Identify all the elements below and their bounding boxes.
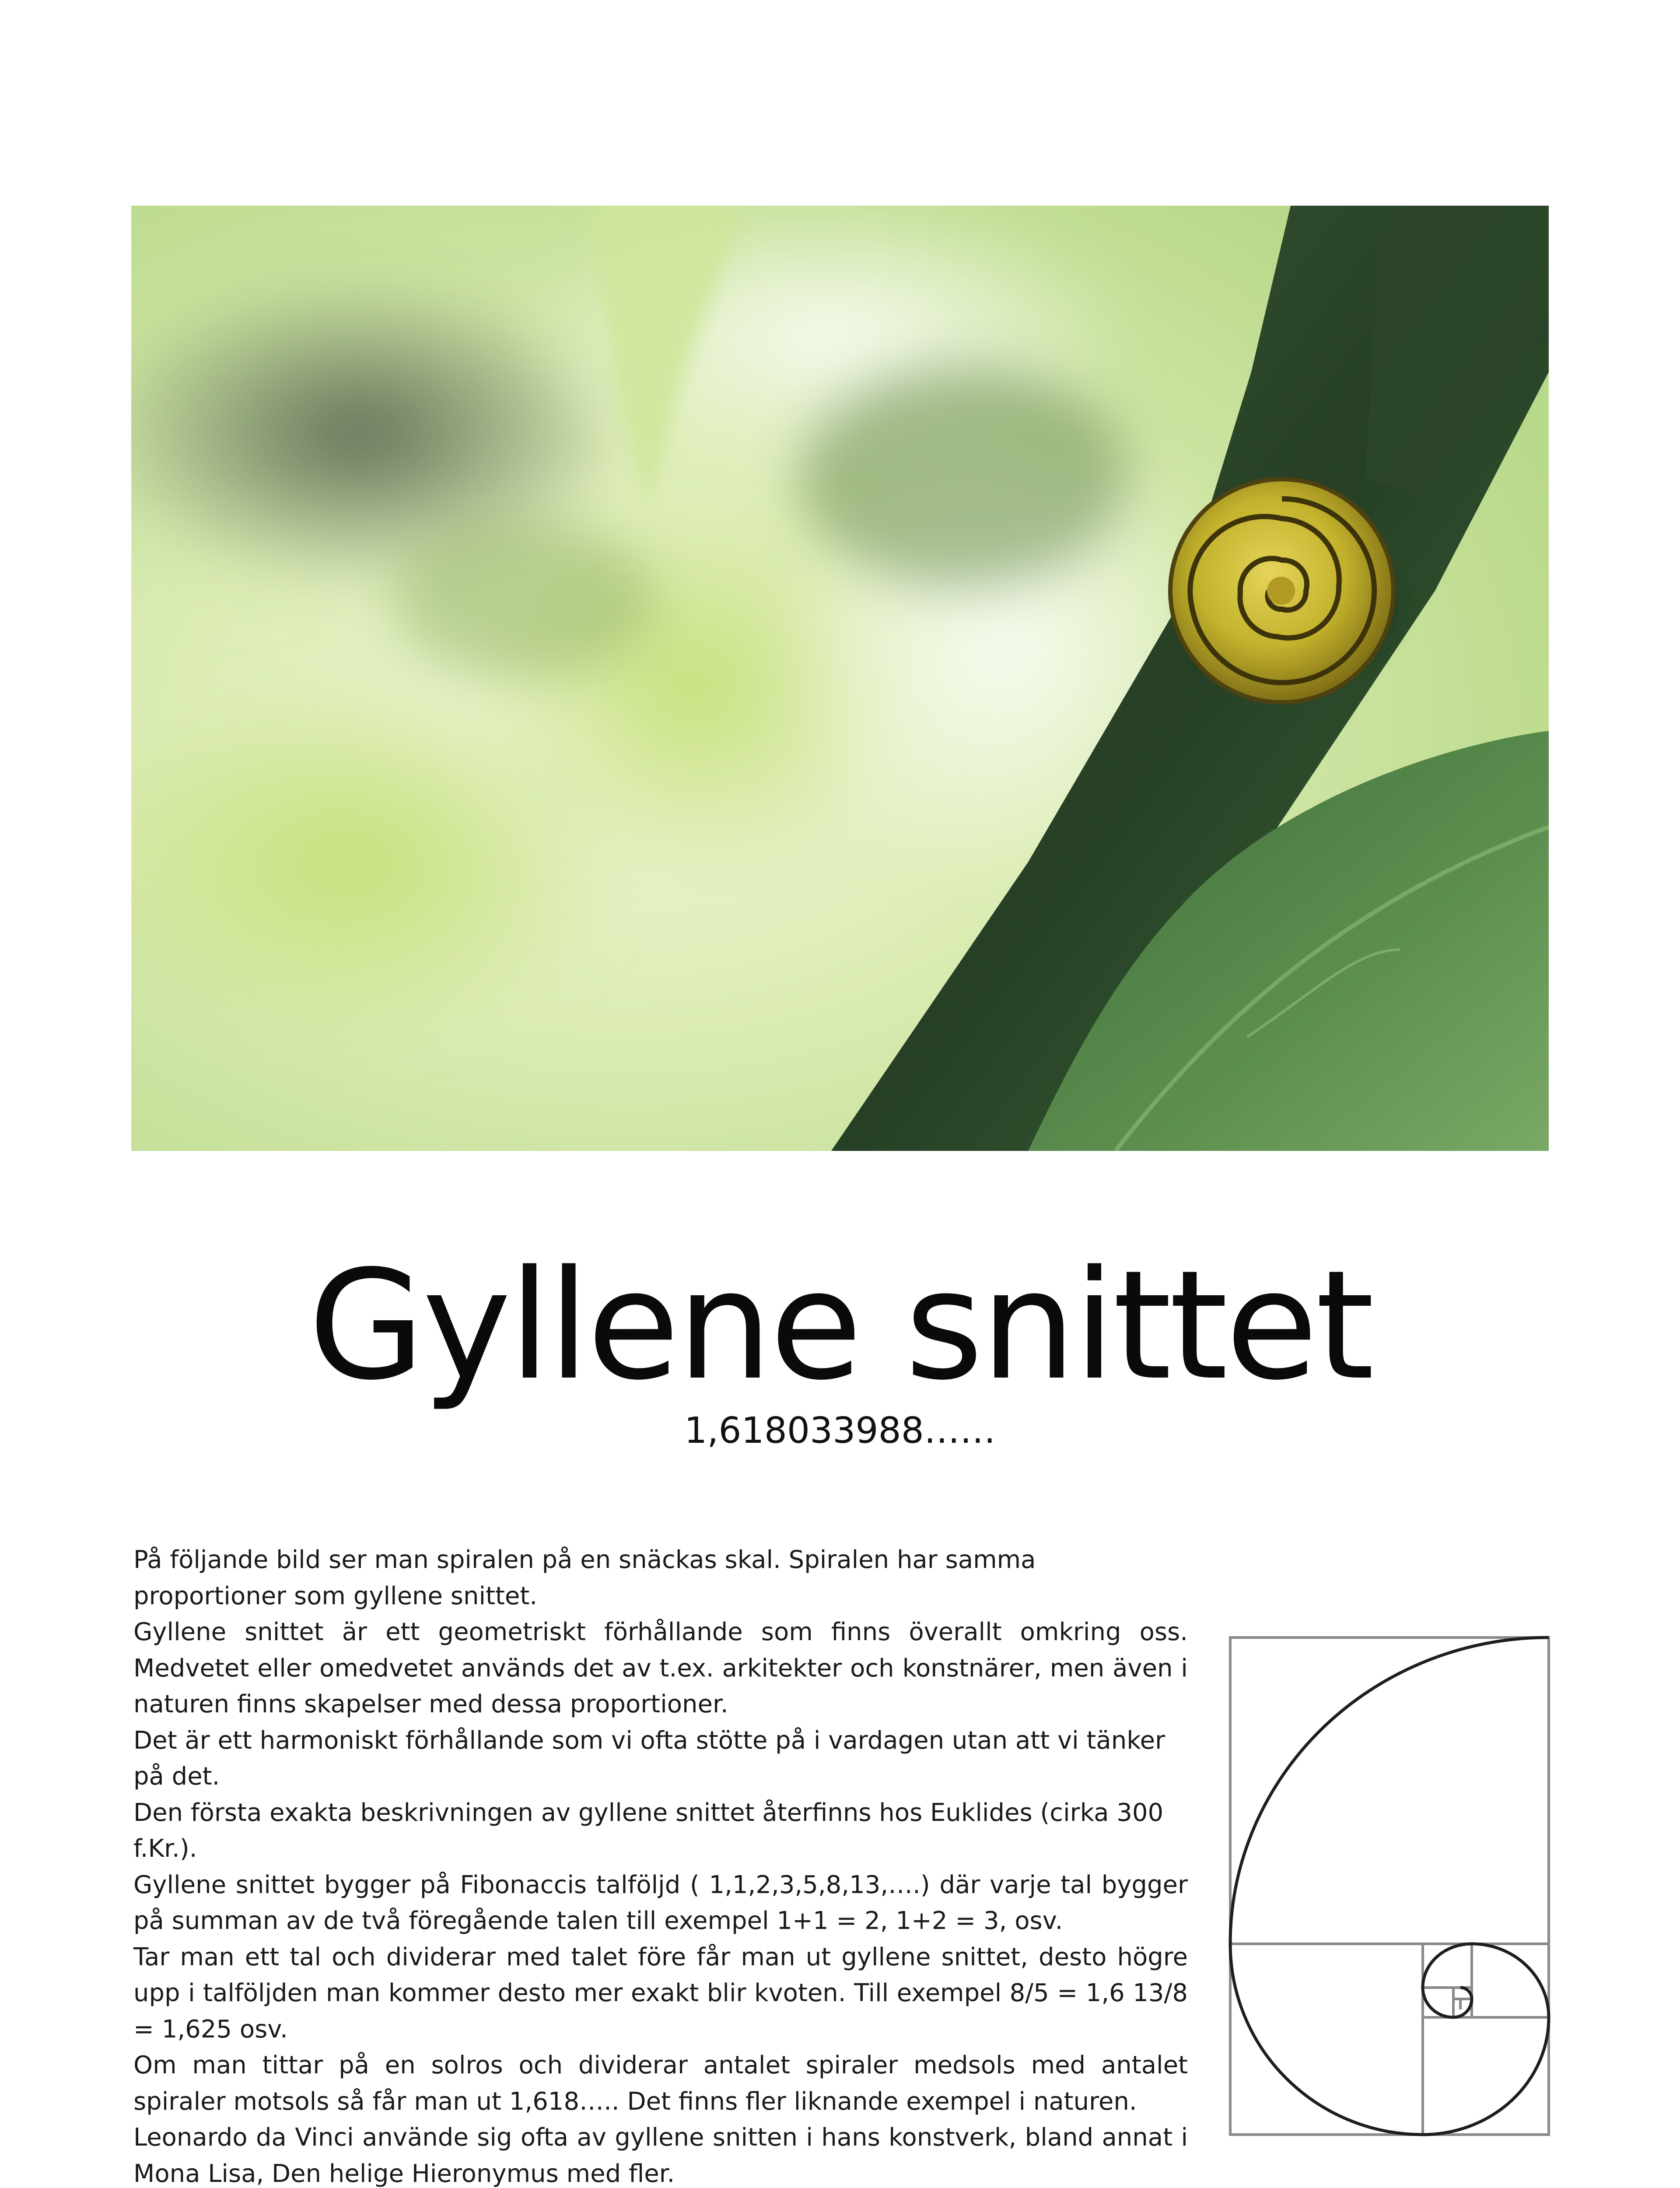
snail-shell <box>1170 479 1396 702</box>
paragraph: Leonardo da Vinci använde sig ofta av gyllene snitten i hans konstverk, bland annat i Mona Lisa, Den helige Hieronymus med fler. <box>133 2123 1188 2188</box>
golden-ratio-value: 1,618033988…… <box>684 1410 996 1452</box>
paragraph: På följande bild ser man spiralen på en snäckas skal. Spiralen har samma proportioner som gyllene snittet. <box>133 1546 1036 1610</box>
golden-spiral-diagram <box>1230 1637 1549 2135</box>
paragraph: Det är ett harmoniskt förhållande som vi ofta stötte på i vardagen utan att vi tänker på det. <box>133 1726 1166 1791</box>
paragraph: Den första exakta beskrivningen av gyllene snittet återfinns hos Euklides (cirka 300 f.Kr.). <box>133 1798 1164 1863</box>
snail-photo <box>131 206 1549 1151</box>
paragraph: Gyllene snittet är ett geometriskt förhållande som finns överallt omkring oss. Medvetet eller omedvetet används det av t.ex. arkitekter och konstnärer, men även i naturen finns skapelser med dessa proportioner. <box>133 1618 1188 1718</box>
paragraph: Tar man ett tal och dividerar med talet före får man ut gyllene snittet, desto högre upp i talföljden man kommer desto mer exakt blir kvoten. Till exempel 8/5 = 1,6 13/8 = 1,625 osv. <box>133 1943 1188 2044</box>
paragraph: Gyllene snittet bygger på Fibonaccis talföljd ( 1,1,2,3,5,8,13,….) där varje tal bygger på summan av de två föregående talen till exempel 1+1 = 2, 1+2 = 3, osv. <box>133 1870 1188 1935</box>
paragraph: Om man tittar på en solros och dividerar antalet spiraler medsols med antalet spiraler motsols så får man ut 1,618….. Det finns fler liknande exempel i naturen. <box>133 2051 1188 2116</box>
article-body <box>133 1542 1188 2188</box>
page-title: Gyllene snittet <box>308 1238 1372 1413</box>
golden-spiral-svg <box>1230 1637 1549 2135</box>
golden-rectangles <box>1230 1637 1549 2135</box>
snail-leaf-image <box>131 206 1549 1151</box>
golden-spiral-curve <box>1230 1637 1549 2135</box>
